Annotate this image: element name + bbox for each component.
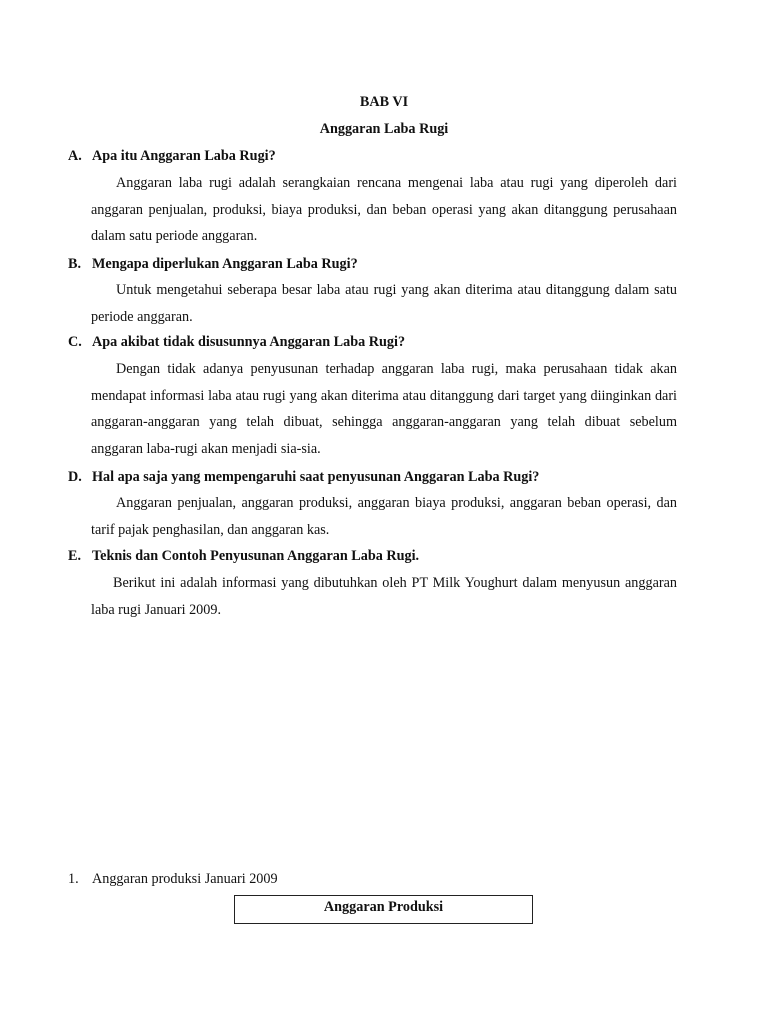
section-a-heading xyxy=(68,148,276,165)
table-header: Anggaran Produksi xyxy=(323,899,444,915)
section-c-letter: C. xyxy=(68,334,82,350)
section-d-body: Anggaran penjualan, anggaran produksi, anggaran biaya produksi, anggaran beban operasi, dan tarif pajak penghasilan, dan anggaran kas. xyxy=(91,495,677,538)
list-item xyxy=(68,871,278,888)
section-d-title: Hal apa saja yang mempengaruhi saat penyusunan Anggaran Laba Rugi? xyxy=(92,469,540,485)
section-c-body: Dengan tidak adanya penyusunan terhadap anggaran laba rugi, maka perusahaan tidak akan mendapat informasi laba atau rugi yang akan diterima atau ditanggung dari target yang diinginkan dari anggaran-anggaran yang telah dibuat, sehingga anggaran-anggaran yang telah dibuat sebelum anggaran laba-rugi akan menjadi sia-sia. xyxy=(91,361,677,457)
section-b-letter: B. xyxy=(68,256,82,272)
section-b-heading xyxy=(68,256,358,273)
section-b-body: Untuk mengetahui seberapa besar laba atau rugi yang akan diterima atau ditanggung dalam satu periode anggaran. xyxy=(91,282,677,325)
section-d-heading xyxy=(68,469,539,486)
list-item-text: Anggaran produksi Januari 2009 xyxy=(92,871,278,887)
section-e-title: Teknis dan Contoh Penyusunan Anggaran Laba Rugi. xyxy=(92,548,420,564)
section-e-body: Berikut ini adalah informasi yang dibutuhkan oleh PT Milk Youghurt dalam menyusun anggaran laba rugi Januari 2009. xyxy=(91,575,677,618)
chapter-label: BAB VI xyxy=(359,94,409,110)
section-d-letter: D. xyxy=(68,469,82,485)
section-a-body: Anggaran laba rugi adalah serangkaian rencana mengenai laba atau rugi yang diperoleh dari anggaran penjualan, produksi, biaya produksi, dan beban operasi yang akan ditanggung perusahaan dalam satu periode anggaran. xyxy=(91,175,677,244)
list-item-number: 1. xyxy=(68,871,79,887)
section-e-heading xyxy=(68,548,419,565)
section-c-heading xyxy=(68,334,405,351)
page-title: Anggaran Laba Rugi xyxy=(319,121,449,137)
section-b-title: Mengapa diperlukan Anggaran Laba Rugi? xyxy=(92,256,358,272)
section-a-letter: A. xyxy=(68,148,82,164)
section-a-title: Apa itu Anggaran Laba Rugi? xyxy=(92,148,276,164)
section-c-title: Apa akibat tidak disusunnya Anggaran Laba Rugi? xyxy=(92,334,406,350)
production-budget-table xyxy=(234,895,533,924)
section-e-letter: E. xyxy=(68,548,82,564)
